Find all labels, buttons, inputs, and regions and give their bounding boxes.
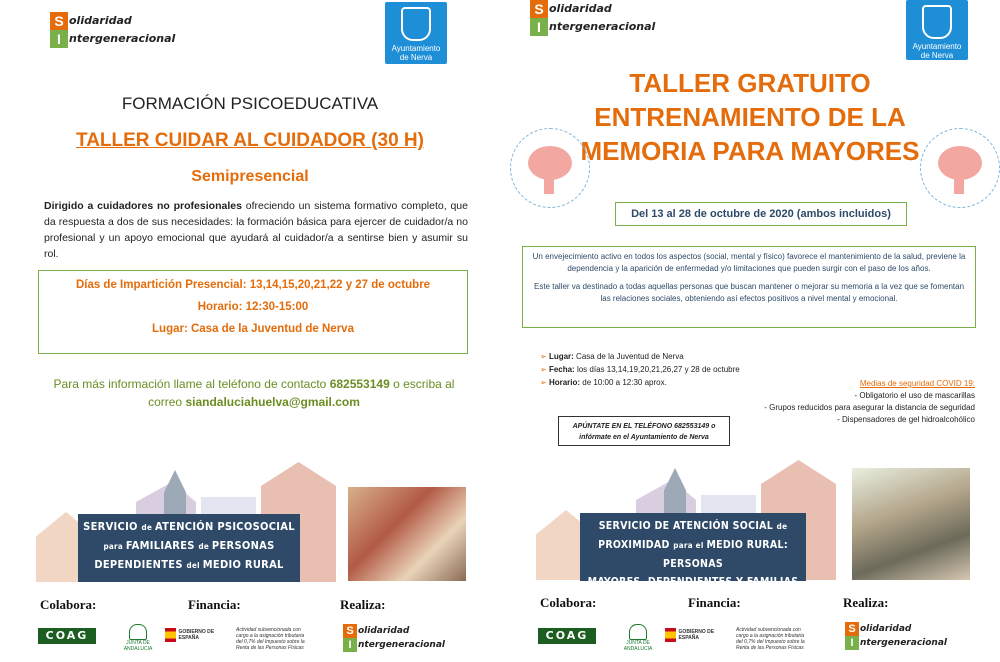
realiza-logo: S olidaridad I ntergeneracional xyxy=(845,622,947,650)
crest-icon xyxy=(401,7,431,41)
list-item: - Dispensadores de gel hidroalcohólico xyxy=(837,415,975,424)
service-banner: SERVICIO DE ATENCIÓN SOCIAL de PROXIMIDAD para el MEDIO RURAL: PERSONAS MAYORES, DEPENDIENTES Y FAMILIAS xyxy=(580,513,806,581)
lugar-text: Lugar: Casa de la Juventud de Nerva xyxy=(152,323,354,335)
ayuntamiento-logo: Ayuntamiento de Nerva xyxy=(906,0,968,60)
realiza-label: Realiza: xyxy=(340,597,386,612)
schedule-box xyxy=(38,270,468,354)
caregiver-photo xyxy=(348,487,466,581)
list-item: - Obligatorio el uso de mascarillas xyxy=(854,391,975,400)
gobierno-logo: GOBIERNO DE ESPAÑA xyxy=(165,628,229,642)
realiza-logo: S olidaridad I ntergeneracional xyxy=(343,624,445,652)
dates-box: Del 13 al 28 de octubre de 2020 (ambos incluidos) xyxy=(615,202,907,226)
colabora-label: Colabora: xyxy=(540,595,597,610)
list-item: ➢ Horario: de 10:00 a 12:30 aprox. xyxy=(540,376,820,389)
junta-logo: JUNTA DE ANDALUCIA xyxy=(118,624,158,652)
phone-number[interactable]: 682553149 xyxy=(329,377,390,391)
coag-logo: COAG xyxy=(538,628,596,644)
list-item: ➢ Lugar: Casa de la Juventud de Nerva xyxy=(540,350,820,363)
service-banner: SERVICIO de ATENCIÓN PSICOSOCIAL para FAMILIARES de PERSONAS DEPENDIENTES del MEDIO RURAL xyxy=(78,514,300,582)
realiza-label: Realiza: xyxy=(843,595,889,610)
dias-text: Días de Impartición Presencial: 13,14,15,20,21,22 y 27 de octubre xyxy=(75,279,431,291)
horario-text: Horario: 12:30-15:00 xyxy=(197,301,309,313)
covid-measures: Medias de seguridad COVID 19: - Obligatorio el uso de mascarillas - Grupos reducidos para asegurar la distancia de seguridad - Dispensadores de gel hidroalcohólico xyxy=(755,378,975,426)
heading: FORMACIÓN PSICOEDUCATIVA xyxy=(121,94,379,113)
financia-label: Financia: xyxy=(188,597,241,612)
colabora-label: Colabora: xyxy=(40,597,97,612)
list-item: ➢ Fecha: los días 13,14,19,20,21,26,27 y 28 de octubre xyxy=(540,363,820,376)
email-link[interactable]: siandaluciahuelva@gmail.com xyxy=(185,395,360,409)
junta-logo: JUNTA DE ANDALUCIA xyxy=(618,624,658,652)
brain-icon xyxy=(920,128,1000,208)
description-box: Un envejecimiento activo en todos los aspectos (social, mental y físico) favorece el mantenimiento de la salud, previene la dependencia y la aparición de enfermedad y/o limitaciones que pueden surgir con el paso de los años. Este taller va destinado a todas aquellas personas que buscan mantener o mejorar su memoria a la vez que se fomentan las relaciones sociales, obteniendo así efectos positivos a nivel mental y emocional. xyxy=(522,246,976,328)
coag-logo: COAG xyxy=(38,628,96,644)
right-poster xyxy=(500,0,1000,662)
elderly-photo xyxy=(852,468,970,580)
irpf-note: Actividad subvencionada con cargo a la asignación tributaria del 0,7% del Impuesto sobre la Renta de las Personas Físicas xyxy=(736,627,805,651)
contact-info: Para más información llame al teléfono de contacto 682553149 o escriba al correo siandaluciahuelva@gmail.com xyxy=(53,377,455,409)
ayuntamiento-logo: Ayuntamiento de Nerva xyxy=(385,2,447,64)
intro-paragraph: Dirigido a cuidadores no profesionales ofreciendo un sistema formativo completo, que da respuesta a dos de sus necesidades: la formación básica para ejercer de cuidador/a no profesional y un apoyo emocional que ayudará al cuidador/a a sentirse bien y asumir su rol. xyxy=(44,200,468,260)
list-item: - Grupos reducidos para asegurar la distancia de seguridad xyxy=(764,403,975,412)
page-title: TALLER CUIDAR AL CUIDADOR (30 H) xyxy=(76,130,424,151)
irpf-note: Actividad subvencionada con cargo a la asignación tributaria del 0,7% del Impuesto sobre la Renta de las Personas Físicas xyxy=(236,627,305,651)
subtitle: Semipresencial xyxy=(191,168,309,185)
solidaridad-logo: S olidaridad I ntergeneracional xyxy=(530,0,655,36)
gobierno-logo: GOBIERNO DE ESPAÑA xyxy=(665,628,729,642)
crest-icon xyxy=(922,5,952,39)
signup-box: APÚNTATE EN EL TELÉFONO 682553149 o infórmate en el Ayuntamiento de Nerva xyxy=(558,416,730,446)
page-title: TALLER GRATUITO ENTRENAMIENTO DE LA MEMORIA PARA MAYORES xyxy=(580,68,920,166)
brain-icon xyxy=(510,128,590,208)
solidaridad-logo: S olidaridad I ntergeneracional xyxy=(50,12,175,48)
financia-label: Financia: xyxy=(688,595,741,610)
